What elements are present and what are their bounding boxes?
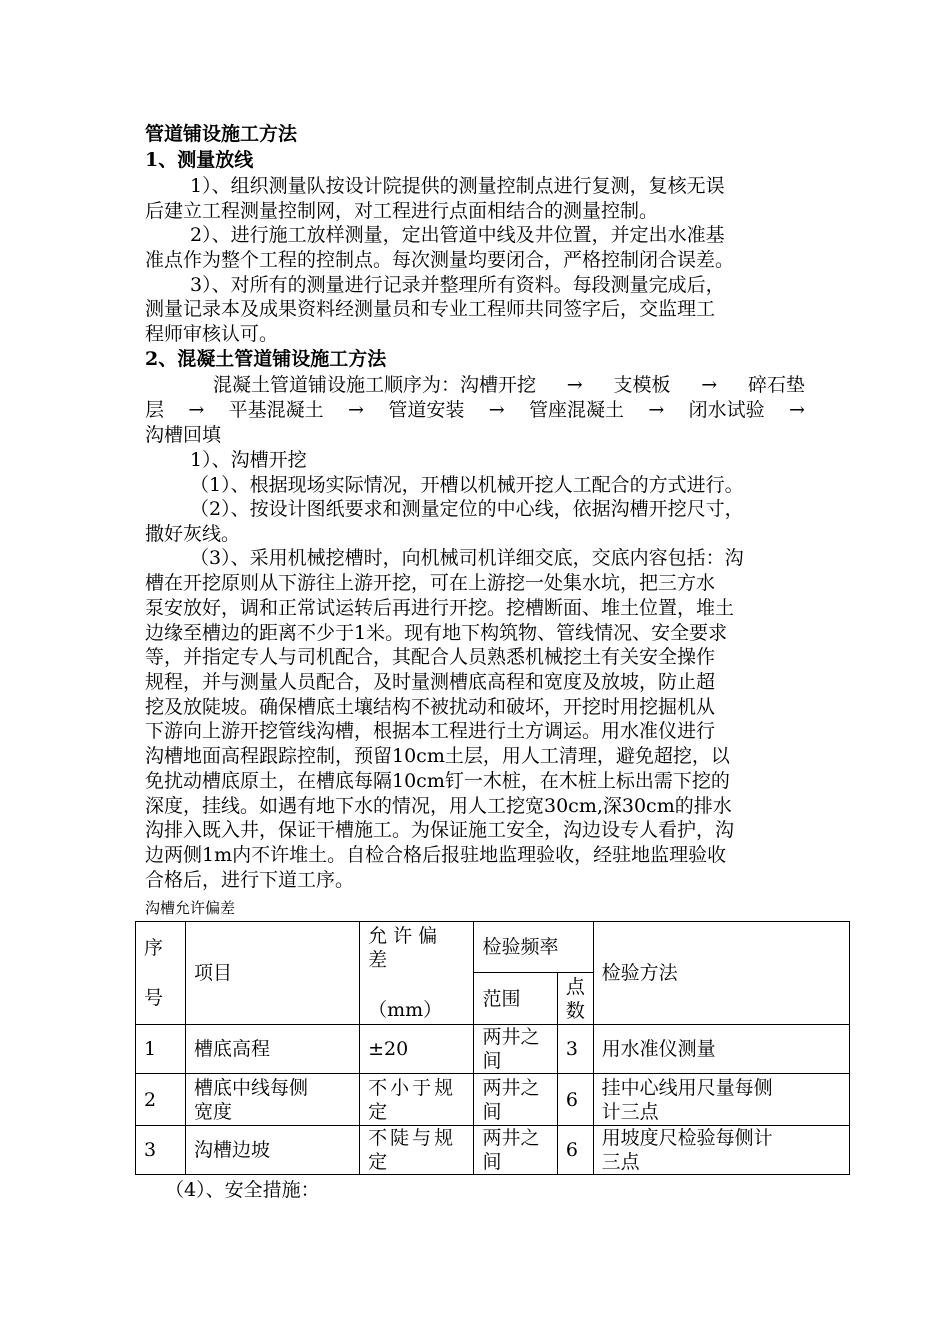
paragraph-line: 撒好灰线。 xyxy=(145,523,241,545)
flow-text: 支模板 xyxy=(613,374,671,396)
paragraph-line: 规程，并与测量人员配合，及时量测槽底高程和宽度及放坡，防止超 xyxy=(145,671,716,693)
row-range: 两井之 间 xyxy=(474,1074,557,1126)
flow-text: 层 xyxy=(145,399,165,421)
table-row xyxy=(136,1074,850,1126)
arrow-icon: → xyxy=(488,399,505,421)
paragraph-line: 2）、进行施工放样测量，定出管道中线及井位置，并定出水准基 xyxy=(190,224,725,246)
row-points: 6 xyxy=(557,1074,593,1126)
paragraph-line: 边缘至槽边的距离不少于1米。现有地下构筑物、管线情况、安全要求 xyxy=(145,622,728,644)
flow-text: 平基混凝土 xyxy=(228,399,324,421)
header-method: 检验方法 xyxy=(593,922,849,1025)
flow-text: 混凝土管道铺设施工顺序为：沟槽开挖 xyxy=(213,374,537,396)
tolerance-table xyxy=(135,921,850,1175)
row-range: 两井之 间 xyxy=(474,1025,557,1074)
row-tolerance: ±20 xyxy=(360,1025,474,1074)
header-points: 点 数 xyxy=(557,973,593,1025)
paragraph-line: 后建立工程测量控制网，对工程进行点面相结合的测量控制。 xyxy=(145,200,659,222)
paragraph-line: 深度，挂线。如遇有地下水的情况，用人工挖宽30cm,深30cm的排水 xyxy=(145,795,732,817)
section-1-heading: 1、测量放线 xyxy=(145,149,254,171)
arrow-icon: → xyxy=(789,399,805,421)
arrow-icon: → xyxy=(701,374,718,396)
row-points: 6 xyxy=(557,1126,593,1175)
paragraph-line: 3）、对所有的测量进行记录并整理所有资料。每段测量完成后， xyxy=(190,274,725,296)
row-item: 槽底高程 xyxy=(186,1025,360,1074)
header-frequency: 检验频率 xyxy=(474,922,593,973)
flow-text: 管道安装 xyxy=(388,399,465,421)
section-2-heading: 2、混凝土管道铺设施工方法 xyxy=(145,348,387,370)
row-item: 沟槽边坡 xyxy=(186,1126,360,1175)
row-number: 1 xyxy=(136,1025,186,1074)
row-range: 两井之 间 xyxy=(474,1126,557,1175)
row-tolerance: 不陡与规 定 xyxy=(360,1126,474,1175)
process-flow-line-1 xyxy=(213,373,805,398)
process-flow-line-3: 沟槽回填 xyxy=(145,424,222,446)
paragraph-line: 泵安放好，调和正常试运转后再进行开挖。挖槽断面、堆土位置，堆土 xyxy=(145,597,735,619)
paragraph-line: 1）、组织测量队按设计院提供的测量控制点进行复测，复核无误 xyxy=(190,175,725,197)
paragraph-line: 免扰动槽底原土，在槽底每隔10cm钉一木桩，在木桩上标出需下挖的 xyxy=(145,770,730,792)
flow-text: 碎石垫 xyxy=(747,374,805,396)
subsection-heading: 1）、沟槽开挖 xyxy=(190,449,307,471)
header-item: 项目 xyxy=(186,922,360,1025)
paragraph-line: （2）、按设计图纸要求和测量定位的中心线，依据沟槽开挖尺寸， xyxy=(190,498,744,520)
header-tolerance: 允许偏差 （mm） xyxy=(360,922,474,1025)
header-seq: 序 号 xyxy=(136,922,186,1025)
table-row xyxy=(136,1126,850,1175)
table-row xyxy=(136,1025,850,1074)
paragraph-line: 沟排入既入井，保证干槽施工。为保证施工安全，沟边设专人看护，沟 xyxy=(145,819,735,841)
paragraph-line: （1）、根据现场实际情况，开槽以机械开挖人工配合的方式进行。 xyxy=(190,474,744,496)
paragraph-line: 准点作为整个工程的控制点。每次测量均要闭合，严格控制闭合误差。 xyxy=(145,249,735,271)
paragraph-line: 挖及放陡坡。确保槽底土壤结构不被扰动和破坏，开挖时用挖掘机从 xyxy=(145,696,716,718)
row-method: 挂中心线用尺量每侧 计三点 xyxy=(593,1074,849,1126)
flow-text: 管座混凝土 xyxy=(528,399,624,421)
row-method: 用坡度尺检验每侧计 三点 xyxy=(593,1126,849,1175)
arrow-icon: → xyxy=(348,399,364,421)
paragraph-line: 槽在开挖原则从下游往上游开挖，可在上游挖一处集水坑，把三方水 xyxy=(145,572,716,594)
arrow-icon: → xyxy=(566,374,583,396)
document-title: 管道铺设施工方法 xyxy=(145,123,298,145)
arrow-icon: → xyxy=(188,399,205,421)
table-caption: 沟槽允许偏差 xyxy=(145,899,236,917)
paragraph-line: 程师审核认可。 xyxy=(145,323,279,345)
arrow-icon: → xyxy=(648,399,665,421)
paragraph-line: 等，并指定专人与司机配合，其配合人员熟悉机械挖土有关安全操作 xyxy=(145,646,716,668)
paragraph-line: 测量记录本及成果资料经测量员和专业工程师共同签字后，交监理工 xyxy=(145,298,716,320)
row-tolerance: 不小于规 定 xyxy=(360,1074,474,1126)
paragraph-line: 沟槽地面高程跟踪控制，预留10cm土层，用人工清理，避免超挖，以 xyxy=(145,745,730,767)
row-item: 槽底中线每侧 宽度 xyxy=(186,1074,360,1126)
paragraph-line: （3）、采用机械挖槽时，向机械司机详细交底，交底内容包括：沟 xyxy=(190,547,744,569)
safety-measures-heading: （4）、安全措施： xyxy=(165,1179,320,1201)
paragraph-line: 边两侧1m内不许堆土。自检合格后报驻地监理验收，经驻地监理验收 xyxy=(145,844,727,866)
header-range: 范围 xyxy=(474,973,557,1025)
paragraph-line: 合格后，进行下道工序。 xyxy=(145,869,355,891)
paragraph-line: 下游向上游开挖管线沟槽，根据本工程进行土方调运。用水准仪进行 xyxy=(145,720,716,742)
flow-text: 闭水试验 xyxy=(688,399,765,421)
process-flow-line-2 xyxy=(145,398,805,423)
row-number: 2 xyxy=(136,1074,186,1126)
row-points: 3 xyxy=(557,1025,593,1074)
table-header-row xyxy=(136,922,850,973)
row-method: 用水准仪测量 xyxy=(593,1025,849,1074)
row-number: 3 xyxy=(136,1126,186,1175)
